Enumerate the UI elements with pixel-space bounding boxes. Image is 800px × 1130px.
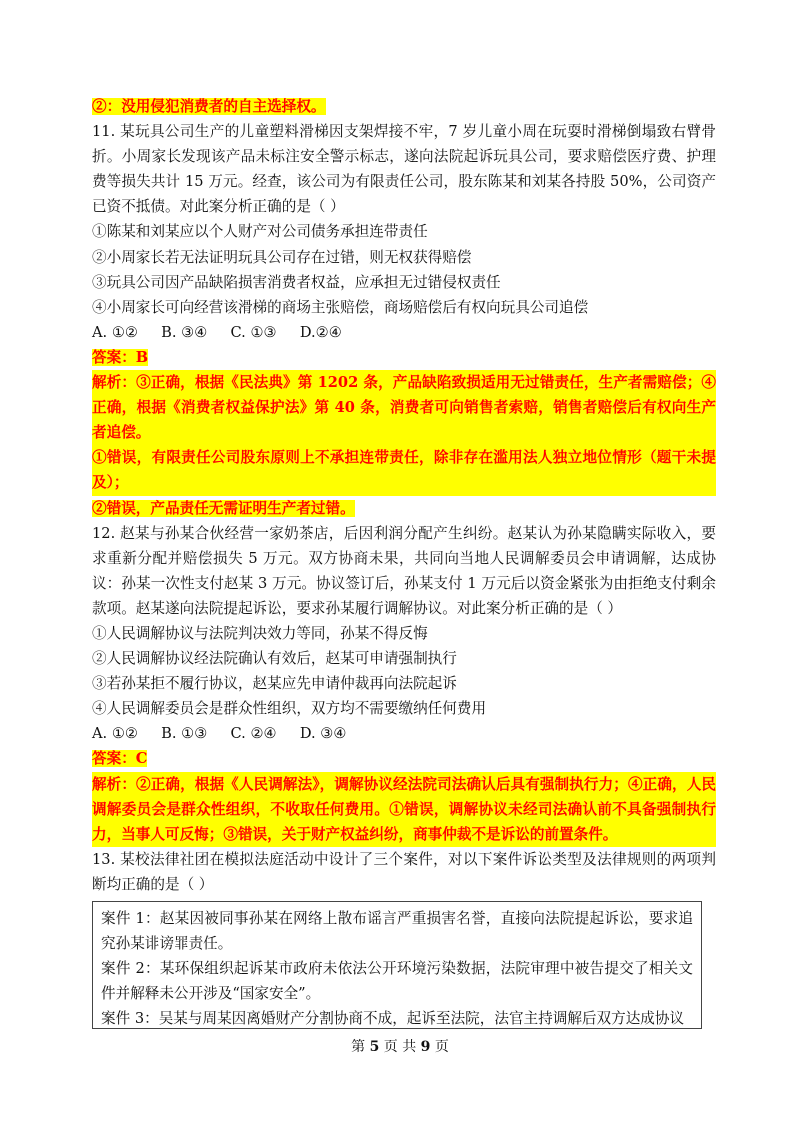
q12-answer-line bbox=[92, 746, 716, 771]
q11-analysis-1: 解析：③正确，根据《民法典》第 1202 条，产品缺陷致损适用无过错责任，生产者需赔偿；④正确，根据《消费者权益保护法》第 40 条，消费者可向销售者索赔，销售者赔偿后有权向生产者追偿。 bbox=[92, 370, 716, 445]
q11-answer-line bbox=[92, 345, 716, 370]
current-page-number: 5 bbox=[369, 1039, 380, 1055]
q11-analysis-3-line bbox=[92, 496, 716, 521]
footer-suffix: 页 bbox=[434, 1039, 449, 1055]
q12-options: A. ①② B. ①③ C. ②④ D. ③④ bbox=[92, 725, 347, 743]
q11-item-2: ②小周家长若无法证明玩具公司存在过错，则无权获得赔偿 bbox=[92, 248, 472, 266]
document-body bbox=[92, 94, 716, 1029]
q12-item-2: ②人民调解协议经法院确认有效后，赵某可申请强制执行 bbox=[92, 650, 457, 668]
q12-analysis: 解析：②正确，根据《人民调解法》，调解协议经法院司法确认后具有强制执行力；④正确，人民调解委员会是群众性组织，不收取任何费用。①错误，调解协议未经司法确认前不具备强制执行力，当事人可反悔；③错误，关于财产权益纠纷，商事仲裁不是诉讼的前置条件。 bbox=[92, 772, 716, 847]
q11-answer: 答案：B bbox=[92, 348, 149, 366]
footer-middle: 页 共 bbox=[383, 1039, 417, 1055]
total-page-number: 9 bbox=[420, 1039, 431, 1055]
question-12-stem: 12. 赵某与孙某合伙经营一家奶茶店，后因利润分配产生纠纷。赵某认为孙某隐瞒实际收入，要求重新分配并赔偿损失 5 万元。双方协商未果，共同向当地人民调解委员会申请调解，达成协议：孙某一次性支付赵某 3 万元。协议签订后，孙某支付 1 万元后以资金紧张为由拒绝支付剩余款项。赵某遂向法院提起诉讼，要求孙某履行调解协议。对此案分析正确的是（ ） bbox=[92, 524, 716, 617]
footer-prefix: 第 bbox=[351, 1039, 366, 1055]
q11-item-4: ④小周家长可向经营该滑梯的商场主张赔偿，商场赔偿后有权向玩具公司追偿 bbox=[92, 298, 589, 316]
q11-item-1: ①陈某和刘某应以个人财产对公司债务承担连带责任 bbox=[92, 223, 428, 241]
q11-item-3: ③玩具公司因产品缺陷损害消费者权益，应承担无过错侵权责任 bbox=[92, 273, 501, 291]
q11-analysis-2: ①错误，有限责任公司股东原则上不承担连带责任，除非存在滥用法人独立地位情形（题干未提及）； bbox=[92, 445, 716, 495]
q11-analysis-3: ②错误，产品责任无需证明生产者过错。 bbox=[92, 499, 355, 517]
case-2: 案件 2：某环保组织起诉某市政府未依法公开环境污染数据，法院审理中被告提交了相关文件并解释未公开涉及“国家安全”。 bbox=[101, 960, 693, 1003]
q12-item-3: ③若孙某拒不履行协议，赵某应先申请仲裁再向法院起诉 bbox=[92, 675, 457, 693]
highlighted-text: ②：没用侵犯消费者的自主选择权。 bbox=[92, 98, 326, 115]
q11-options: A. ①② B. ③④ C. ①③ D.②④ bbox=[92, 323, 342, 341]
q12-item-1: ①人民调解协议与法院判决效力等同，孙某不得反悔 bbox=[92, 624, 428, 642]
page-footer bbox=[0, 1036, 800, 1056]
case-1: 案件 1：赵某因被同事孙某在网络上散布谣言严重损害名誉，直接向法院提起诉讼，要求追究孙某诽谤罪责任。 bbox=[101, 910, 693, 953]
q12-answer: 答案：C bbox=[92, 750, 148, 768]
q12-item-4: ④人民调解委员会是群众性组织，双方均不需要缴纳任何费用 bbox=[92, 700, 487, 718]
case-box bbox=[92, 901, 702, 1029]
question-13-stem: 13. 某校法律社团在模拟法庭活动中设计了三个案件，对以下案件诉讼类型及法律规则的两项判断均正确的是（ ） bbox=[92, 850, 716, 893]
case-3: 案件 3：吴某与周某因离婚财产分割协商不成，起诉至法院，法官主持调解后双方达成协议 bbox=[101, 1010, 685, 1028]
previous-answer-line bbox=[92, 94, 716, 119]
question-11-stem: 11. 某玩具公司生产的儿童塑料滑梯因支架焊接不牢，7 岁儿童小周在玩耍时滑梯倒塌致右臂骨折。小周家长发现该产品未标注安全警示标志，遂向法院起诉玩具公司，要求赔偿医疗费、护理费等损失共计 15 万元。经查，该公司为有限责任公司，股东陈某和刘某各持股 50%，公司资产已资不抵债。对此案分析正确的是（ ） bbox=[92, 123, 716, 216]
